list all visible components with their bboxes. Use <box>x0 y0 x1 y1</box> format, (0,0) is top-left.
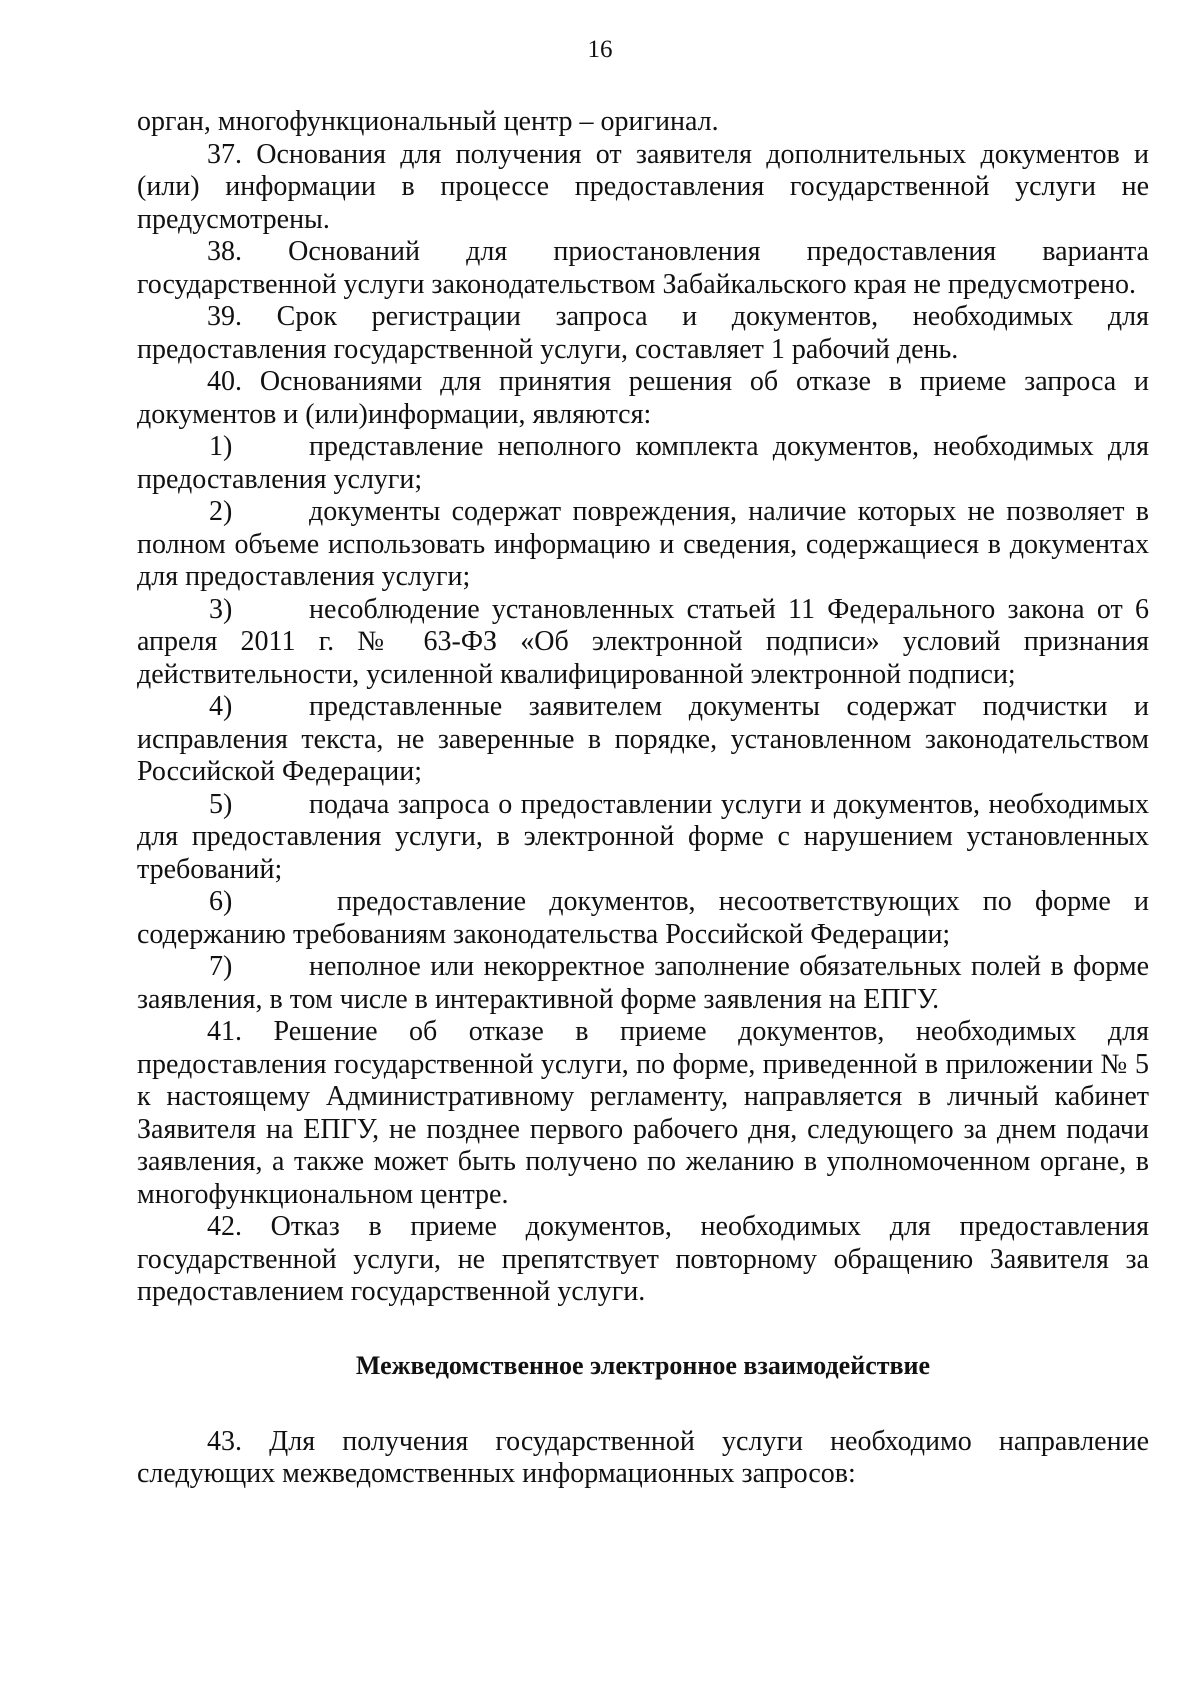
paragraph-continuation: орган, многофункциональный центр – оригинал. <box>137 106 719 137</box>
paragraph-41: 41. Решение об отказе в приеме документов, необходимых для предоставления государственной услуги, по форме, приведенной в приложении № 5 к настоящему Административному регламенту, направляется в личный кабинет Заявителя на ЕПГУ, не позднее первого рабочего дня, следующего за днем подачи заявления, а также может быть получено по желанию в уполномоченном органе, в многофункциональном центре. <box>137 1016 1149 1210</box>
list-item <box>137 496 1149 594</box>
list-item-text: представление неполного комплекта документов, необходимых для предоставления услуги; <box>137 431 1149 495</box>
list-item-text: представленные заявителем документы содержат подчистки и исправления текста, не заверенные в порядке, установленном законодательством Российской Федерации; <box>137 691 1149 787</box>
list-item-number: 4) <box>209 691 233 722</box>
paragraph-40: 40. Основаниями для принятия решения об отказе в приеме запроса и документов и (или)информации, являются: <box>137 366 1149 430</box>
list-item-text: подача запроса о предоставлении услуги и документов, необходимых для предоставления услуги, в электронной форме с нарушением установленных требований; <box>137 788 1149 885</box>
list-item-text: несоблюдение установленных статьей 11 Федерального закона от 6 апреля 2011 г. № 63-ФЗ «Об электронной подписи» условий признания действительности, усиленной квалифицированной электронной подписи; <box>137 593 1149 690</box>
list-item <box>137 431 1149 496</box>
list-item <box>137 951 1149 1016</box>
list-item <box>137 594 1149 692</box>
list-item <box>137 789 1149 887</box>
list-item-number: 2) <box>209 496 233 527</box>
paragraph-38: 38. Оснований для приостановления предоставления варианта государственной услуги законодательством Забайкальского края не предусмотрено. <box>137 236 1149 300</box>
list-item-number: 5) <box>209 788 233 820</box>
list-item-number: 7) <box>209 951 233 982</box>
list-item-text: неполное или некорректное заполнение обязательных полей в форме заявления, в том числе в интерактивной форме заявления на ЕПГУ. <box>137 951 1149 1015</box>
list-item-number: 1) <box>209 431 233 462</box>
paragraph-39: 39. Срок регистрации запроса и документов, необходимых для предоставления государственной услуги, составляет 1 рабочий день. <box>137 301 1149 365</box>
document-body <box>137 106 1149 1491</box>
list-item-number: 3) <box>209 593 233 625</box>
section-heading: Межведомственное электронное взаимодействие <box>355 1350 931 1380</box>
paragraph-42: 42. Отказ в приеме документов, необходимых для предоставления государственной услуги, не препятствует повторному обращению Заявителя за предоставлением государственной услуги. <box>137 1211 1149 1307</box>
list-item <box>137 691 1149 789</box>
list-item-number: 6) <box>209 886 233 917</box>
paragraph-37: 37. Основания для получения от заявителя дополнительных документов и (или) информации в процессе предоставления государственной услуги не предусмотрены. <box>137 138 1149 235</box>
list-item <box>137 886 1149 951</box>
page-number: 16 <box>587 36 613 63</box>
paragraph-43: 43. Для получения государственной услуги необходимо направление следующих межведомственных информационных запросов: <box>137 1425 1149 1489</box>
list-item-text: предоставление документов, несоответствующих по форме и содержанию требованиям законодательства Российской Федерации; <box>137 886 1149 950</box>
list-item-text: документы содержат повреждения, наличие которых не позволяет в полном объеме использовать информацию и сведения, содержащиеся в документах для предоставления услуги; <box>137 496 1149 592</box>
